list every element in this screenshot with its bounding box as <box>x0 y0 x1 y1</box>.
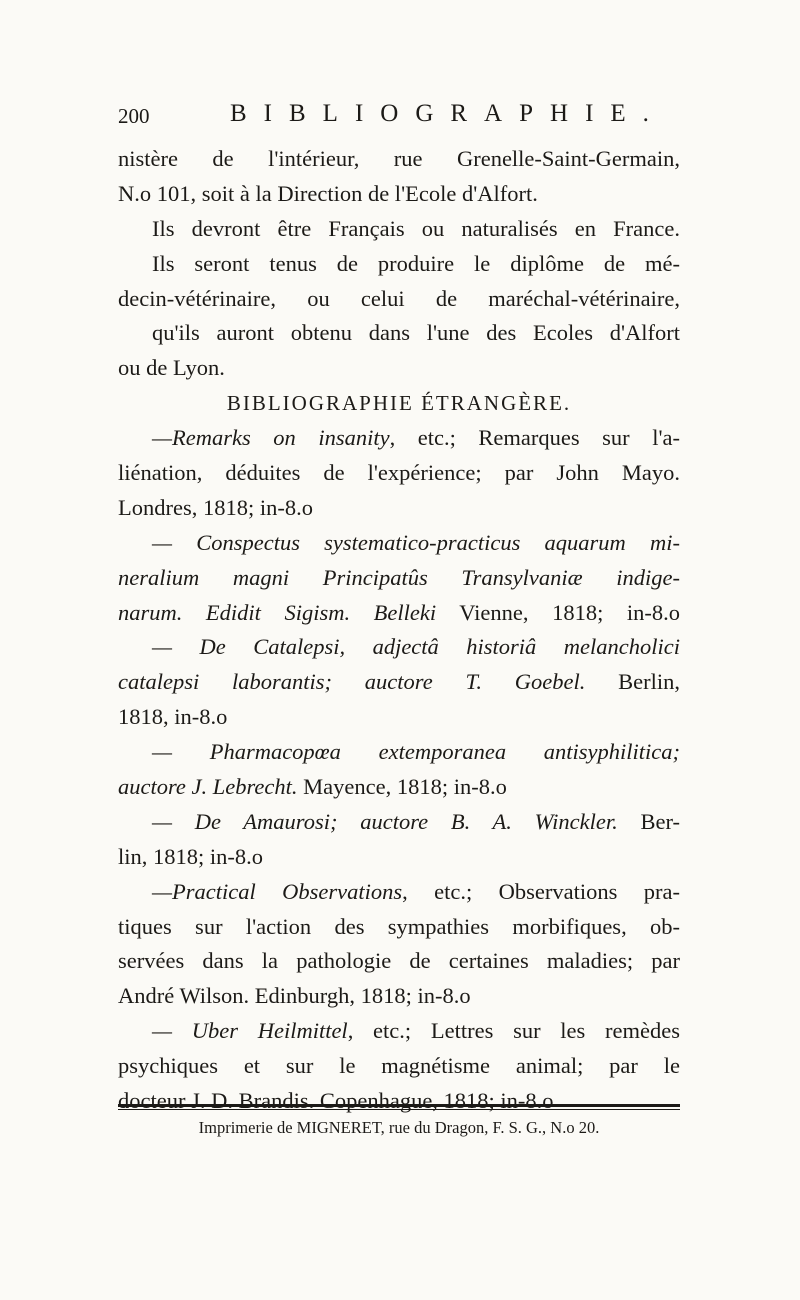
entry-line: André Wilson. Edinburgh, 1818; in-8.o <box>118 983 471 1009</box>
footer-rule <box>118 1104 680 1110</box>
page-body <box>118 142 680 1119</box>
entry-title: — De Amaurosi; auctore B. A. Winckler. <box>152 808 618 834</box>
entry-title: —Practical Observations <box>152 878 403 904</box>
text-line: Ils devront être Français ou naturalisés en France. <box>152 215 680 241</box>
entry-line: Londres, 1818; in-8.o <box>118 494 313 520</box>
entry-line: servées dans la pathologie de certaines maladies; par <box>118 948 680 974</box>
entry-line: — De Amaurosi; auctore B. A. Winckler. Ber- <box>152 808 680 834</box>
entry-line: narum. Edidit Sigism. Belleki Vienne, 1818; in-8.o <box>118 599 680 625</box>
page-number: 200 <box>118 104 150 128</box>
entry-line <box>118 526 680 561</box>
entry-line: docteur J. D. Brandis. Copenhague, 1818; in-8.o <box>118 1088 554 1114</box>
running-title: BIBLIOGRAPHIE. <box>230 100 666 127</box>
entry-line: —Practical Observations, etc.; Observations pra- <box>152 878 680 904</box>
entry-title: — Uber Heilmittel <box>152 1018 348 1044</box>
entry-line: tiques sur l'action des sympathies morbifiques, ob- <box>118 913 680 939</box>
entry-title: — De Catalepsi, adjectâ historiâ melancholici <box>152 634 680 660</box>
text-line: nistère de l'intérieur, rue Grenelle-Saint-Germain, <box>118 146 680 171</box>
text-line: ou de Lyon. <box>118 355 225 381</box>
entry-title: — Pharmacopœa extemporanea antisyphilitica; <box>152 739 680 765</box>
entry-title: —Remarks on insanity <box>152 425 390 451</box>
section-title: BIBLIOGRAPHIE ÉTRANGÈRE. <box>226 391 572 416</box>
text-line: N.o 101, soit à la Direction de l'Ecole d'Alfort. <box>118 180 538 206</box>
text-line: qu'ils auront obtenu dans l'une des Ecoles d'Alfort <box>152 320 680 346</box>
entry-line: auctore J. Lebrecht. Mayence, 1818; in-8.o <box>118 774 507 800</box>
entry-line: —Remarks on insanity, etc.; Remarques sur l'a- <box>152 425 680 451</box>
text-line: decin-vétérinaire, ou celui de maréchal-vétérinaire, <box>118 285 680 311</box>
entry-line: lin, 1818; in-8.o <box>118 843 263 869</box>
page-header <box>118 96 678 136</box>
entry-line: catalepsi laborantis; auctore T. Goebel. Berlin, <box>118 669 680 695</box>
entry-line: — Uber Heilmittel, etc.; Lettres sur les remèdes <box>152 1018 680 1044</box>
entry-line: liénation, déduites de l'expérience; par John Mayo. <box>118 460 680 486</box>
entry-line: psychiques et sur le magnétisme animal; par le <box>118 1053 680 1079</box>
entry-line <box>118 735 680 770</box>
printer-imprint: Imprimerie de MIGNERET, rue du Dragon, F. S. G., N.o 20. <box>198 1118 600 1137</box>
entry-line: 1818, in-8.o <box>118 704 228 730</box>
entry-title: — Conspectus systematico-practicus aquarum mi- <box>152 529 680 555</box>
entry-line <box>118 630 680 665</box>
text-line: Ils seront tenus de produire le diplôme de mé- <box>152 250 680 276</box>
entry-line: neralium magni Principatûs Transylvaniæ indige- <box>118 564 680 590</box>
